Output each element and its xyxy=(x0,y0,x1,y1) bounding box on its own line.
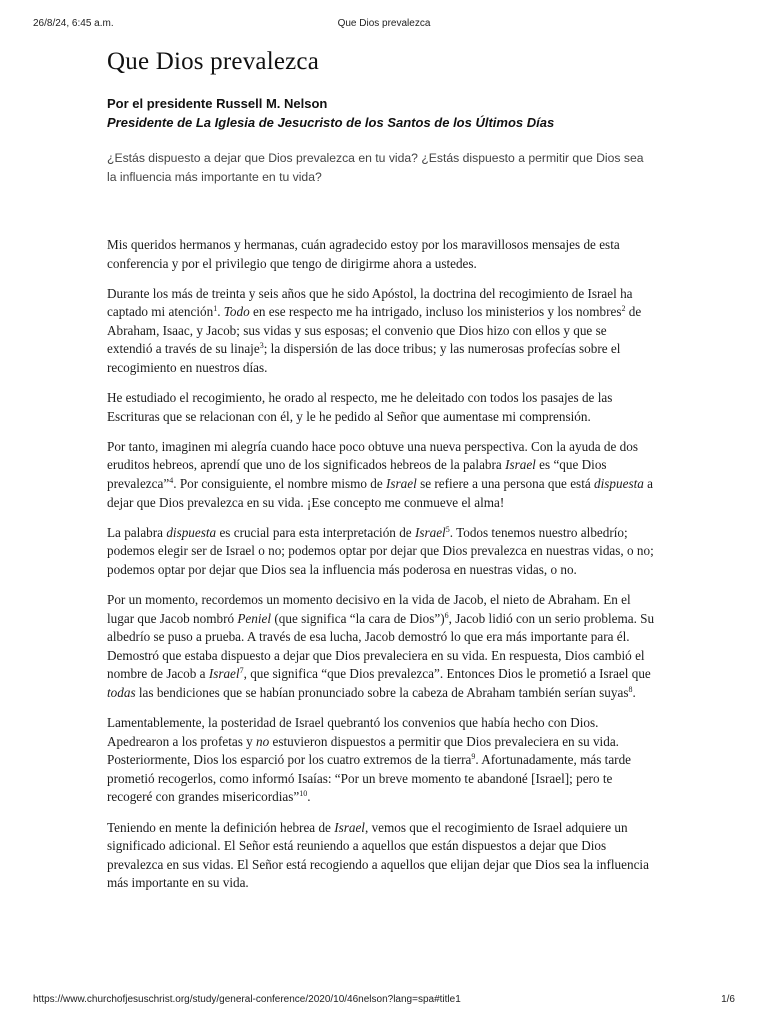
page-url[interactable]: https://www.churchofjesuschrist.org/study/general-conference/2020/10/46nelson?lang=spa#title1 xyxy=(33,994,461,1005)
text: . xyxy=(307,789,311,805)
page-number: 1/6 xyxy=(721,994,735,1005)
paragraph-4 xyxy=(107,438,655,512)
paragraph-6 xyxy=(107,591,655,703)
text: . Todos tenemos nuestro albedrío; podemos elegir ser de Israel o no; podemos optar por dejar que Dios prevalezca en nuestras vidas, o no; podemos optar por dejar que Dios sea la influencia más poderosa en nuestras vidas, o no. xyxy=(107,524,654,577)
emphasis: Israel xyxy=(386,476,417,492)
author-role: Presidente de La Iglesia de Jesucristo de los Santos de los Últimos Días xyxy=(107,115,555,130)
text: a dejar que Dios prevalezca en su vida. ¡Ese concepto me conmueve el alma! xyxy=(107,476,653,510)
footnote-ref-2[interactable]: 2 xyxy=(621,304,626,314)
emphasis: Israel xyxy=(505,457,536,473)
emphasis: dispuesta xyxy=(166,524,217,540)
print-footer xyxy=(33,994,735,1008)
text: . xyxy=(632,684,636,700)
emphasis: Israel xyxy=(414,524,446,540)
footnote-ref-7[interactable]: 7 xyxy=(239,666,244,676)
paragraph-3: He estudiado el recogimiento, he orado al respecto, me he deleitado con todos los pasajes de las Escrituras que se relacionan con él, y le he pedido al Señor que aumentase mi comprensión. xyxy=(107,390,613,424)
author-name: Por el presidente Russell M. Nelson xyxy=(107,96,328,111)
text: Teniendo en mente la definición hebrea de xyxy=(107,819,335,835)
emphasis: Israel xyxy=(334,819,365,835)
text: Durante los más de treinta y seis años que he sido Apóstol, la doctrina del recogimiento de Israel ha captado mi atención xyxy=(107,285,633,320)
footnote-ref-8[interactable]: 8 xyxy=(628,684,633,694)
text: Por tanto, imaginen mi alegría cuando hace poco obtuve una nueva perspectiva. Con la ayuda de dos eruditos hebreos, aprendí que uno de los significados hebreos de la palabra xyxy=(107,438,638,473)
text: se refiere a una persona que está xyxy=(416,476,595,492)
emphasis: Israel xyxy=(208,666,240,682)
text: estuvieron dispuestos a permitir que Dios prevaleciera en su vida. Posteriormente, Dios los esparció por los cuatro extremos de la tierra xyxy=(107,733,619,768)
footnote-ref-6[interactable]: 6 xyxy=(444,610,449,620)
emphasis: Peniel xyxy=(237,610,272,626)
footnote-ref-9[interactable]: 9 xyxy=(471,752,476,762)
paragraph-1: Mis queridos hermanos y hermanas, cuán agradecido estoy por los maravillosos mensajes de esta conferencia y por el privilegio que tengo de dirigirme ahora a ustedes. xyxy=(107,237,620,271)
text: en ese respecto me ha intrigado, incluso los ministerios y los nombres xyxy=(249,304,622,320)
text: , vemos que el recogimiento de Israel adquiere un significado adicional. El Señor está reuniendo a aquellos que están dispuestos a dejar que Dios prevalezca en sus vidas. El Señor está recogiendo a aquellos que elijan dejar que Dios sea la influencia más importante en su vida. xyxy=(107,819,649,891)
kicker: ¿Estás dispuesto a dejar que Dios prevalezca en tu vida? ¿Estás dispuesto a permitir que Dios sea la influencia más importante en tu vida? xyxy=(107,151,644,184)
print-page-title: Que Dios prevalezca xyxy=(337,18,431,29)
text: La palabra xyxy=(107,524,167,540)
text: es “que Dios prevalezca” xyxy=(107,457,607,492)
emphasis: no xyxy=(256,733,270,749)
article-body xyxy=(107,236,655,893)
text: (que significa “la cara de Dios”) xyxy=(271,610,445,626)
paragraph-7 xyxy=(107,714,655,807)
text: . Afortunadamente, más tarde prometió recogerlos, como informó Isaías: “Por un breve momento te abandoné [Israel]; pero te recogeré con grandes misericordias” xyxy=(107,752,632,805)
footnote-ref-1[interactable]: 1 xyxy=(213,304,218,314)
text: Lamentablemente, la posteridad de Israel quebrantó los convenios que había hecho con Dios. Apedrearon a los profetas y xyxy=(107,715,599,749)
paragraph-5 xyxy=(107,524,655,580)
paragraph-8 xyxy=(107,819,655,893)
article-title: Que Dios prevalezca xyxy=(107,48,320,75)
footnote-ref-5[interactable]: 5 xyxy=(445,524,450,534)
text: ; la dispersión de las doce tribus; y las numerosas profecías sobre el recogimiento en nuestros días. xyxy=(107,341,621,376)
text: de Abraham, Isaac, y Jacob; sus vidas y sus esposas; el convenio que Dios hizo con ellos y que se extendió a través de su linaje xyxy=(107,304,642,357)
text: , que significa “que Dios prevalezca”. Entonces Dios le prometió a Israel que xyxy=(243,666,651,682)
footnote-ref-3[interactable]: 3 xyxy=(259,341,264,351)
text: es crucial para esta interpretación de xyxy=(216,524,415,540)
article xyxy=(107,46,655,904)
print-header xyxy=(33,18,735,32)
footnote-ref-4[interactable]: 4 xyxy=(169,476,174,486)
paragraph-2 xyxy=(107,285,655,378)
text: . Por consiguiente, el nombre mismo de xyxy=(173,476,387,492)
text: . xyxy=(217,304,224,320)
text: las bendiciones que se habían pronunciado sobre la cabeza de Abraham también serían suyas xyxy=(135,684,629,700)
text: , Jacob lidió con un serio problema. Su albedrío se puso a prueba. A través de esa lucha, Jacob demostró lo que era más importante para él. Demostró que estaba dispuesto a dejar que Dios prevaleciera en su vida. En respuesta, Dios cambió el nombre de Jacob a xyxy=(107,610,655,682)
emphasis: Todo xyxy=(223,304,250,320)
emphasis: dispuesta xyxy=(594,476,644,492)
footnote-ref-10[interactable]: 10 xyxy=(299,789,308,799)
print-datetime: 26/8/24, 6:45 a.m. xyxy=(33,18,114,29)
emphasis: todas xyxy=(107,684,136,700)
text: Por un momento, recordemos un momento decisivo en la vida de Jacob, el nieto de Abraham. En el lugar que Jacob nombró xyxy=(107,592,631,626)
